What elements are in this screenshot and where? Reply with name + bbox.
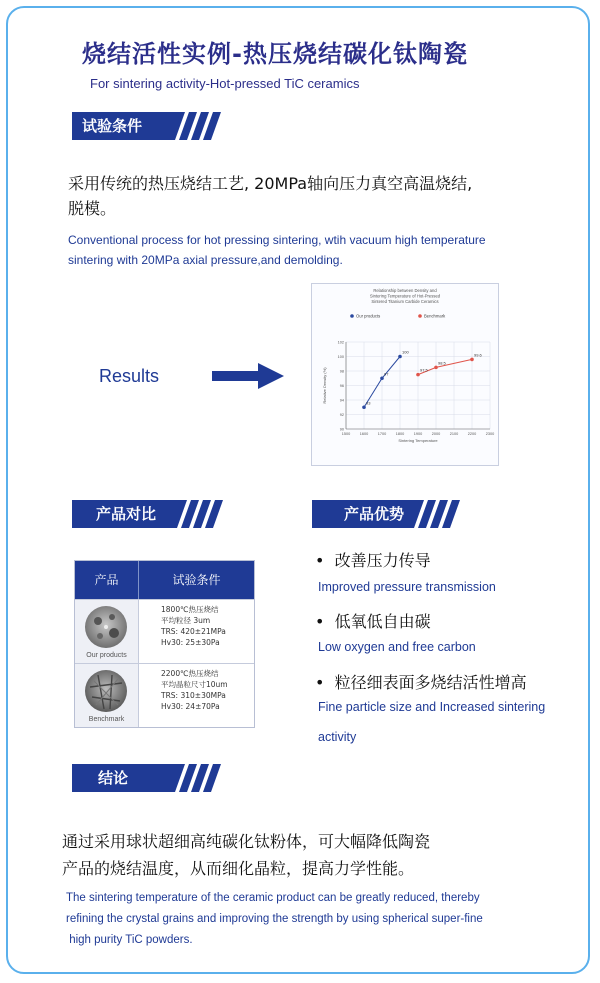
conclusion-text-cn [62, 828, 430, 882]
data-label: 97.5 [420, 367, 428, 373]
advantage-item [315, 548, 431, 571]
advantage-desc: activity [318, 730, 357, 744]
stripes-icon [171, 764, 227, 792]
x-tick-label: 2000 [431, 432, 441, 436]
section-title: 结论 [98, 769, 129, 787]
y-tick-label: 90 [339, 427, 344, 432]
conclusion-en-line: high purity TiC powders. [66, 934, 193, 946]
data-point [380, 376, 384, 380]
data-label: 93 [366, 400, 371, 406]
condition-line: Hv30: 24±70Pa [161, 702, 220, 711]
conditions-text-en [68, 230, 548, 270]
page-title: 烧结活性实例-热压烧结碳化钛陶瓷 [82, 40, 468, 68]
x-tick-label: 2100 [449, 432, 459, 436]
bullet-icon: • [315, 612, 335, 631]
conclusion-cn-line: 产品的烧结温度，从而细化晶粒，提高力学性能。 [62, 859, 415, 878]
advantage-desc: Fine particle size and Increased sintering [318, 700, 546, 714]
data-point [434, 366, 438, 370]
results-label: Results [99, 366, 160, 386]
condition-line: Hv30: 25±30Pa [161, 638, 220, 647]
chart-title-line: Sintering Temperature of Hot-Pressed [369, 293, 441, 299]
conditions-text-cn [68, 171, 472, 221]
data-point [362, 405, 366, 409]
section-header-conditions [72, 112, 227, 140]
x-tick-label: 2200 [467, 432, 477, 436]
microstructure-image [84, 603, 128, 651]
conditions-cn-line: 采用传统的热压烧结工艺, 20MPa轴向压力真空高温烧结, [68, 174, 473, 193]
advantage-title: 低氧低自由碳 [334, 612, 431, 631]
condition-line: TRS: 420±21MPa [161, 627, 226, 636]
conclusion-en-line: refining the crystal grains and improving the strength by using spherical super-fine [66, 913, 483, 925]
condition-line: 平均晶粒尺寸10um [161, 680, 228, 689]
data-label: 99.6 [474, 352, 482, 358]
arrow-right-icon [212, 362, 284, 390]
legend-marker [350, 314, 354, 318]
bullet-icon: • [315, 673, 335, 692]
conditions-en-line: Conventional process for hot pressing sintering, wtih vacuum high temperature [68, 233, 486, 247]
stripes-icon [171, 112, 227, 140]
stripes-icon [173, 500, 229, 528]
conditions-en-line: sintering with 20MPa axial pressure,and demolding. [68, 253, 343, 267]
section-title: 产品优势 [344, 505, 405, 523]
table-row-our-products [75, 599, 138, 663]
chart-grid [346, 342, 490, 429]
x-tick-label: 1800 [395, 432, 405, 436]
condition-line: 平均粒径 3um [161, 616, 211, 625]
y-tick-label: 92 [339, 412, 344, 417]
density-chart [311, 283, 499, 466]
section-header-comparison [72, 500, 229, 528]
x-tick-label: 1500 [341, 432, 351, 436]
data-point [416, 373, 420, 377]
condition-line: 1800℃热压烧结 [161, 605, 219, 614]
section-header-advantages [312, 500, 466, 528]
x-tick-label: 2300 [485, 432, 495, 436]
table-row-benchmark [75, 663, 138, 727]
x-axis-label: Sintering Temperature [398, 438, 438, 443]
chart-title [370, 288, 441, 304]
chart-legend [350, 314, 446, 319]
data-label: 98.5 [438, 360, 446, 366]
x-tick-label: 1700 [377, 432, 387, 436]
section-title: 试验条件 [82, 117, 143, 135]
advantage-title: 粒径细表面多烧结活性增高 [334, 673, 527, 692]
table-header-product: 产品 [75, 561, 138, 599]
data-label: 97 [384, 371, 389, 377]
condition-line: TRS: 310±30MPa [161, 691, 226, 700]
stripes-icon [410, 500, 466, 528]
conclusion-cn-line: 通过采用球状超细高纯碳化钛粉体，可大幅降低陶瓷 [62, 832, 431, 851]
advantage-item [315, 609, 431, 632]
chart-axes [322, 340, 494, 443]
advantage-item [315, 670, 527, 693]
chart-title-line: Relationship between Density and [373, 288, 437, 293]
y-axis-label: Relative Density (%) [322, 367, 327, 404]
section-header-conclusion [72, 764, 227, 792]
x-tick-label: 1900 [413, 432, 423, 436]
y-tick-label: 100 [337, 354, 344, 359]
advantage-title: 改善压力传导 [334, 551, 431, 570]
table-cell-conditions [138, 599, 254, 663]
sample-label: Our products [86, 652, 127, 659]
y-tick-label: 102 [337, 340, 344, 345]
y-tick-label: 98 [339, 369, 344, 374]
data-label: 100 [402, 349, 409, 355]
comparison-table [74, 560, 255, 728]
data-point [470, 358, 474, 362]
chart-title-line: Sintered Titanium Carbide Ceramics [371, 299, 439, 304]
conditions-cn-line: 脱模。 [68, 199, 117, 218]
legend-marker [418, 314, 422, 318]
section-title: 产品对比 [96, 505, 157, 523]
table-cell-conditions [138, 663, 254, 727]
condition-line: 2200℃热压烧结 [161, 669, 219, 678]
page-subtitle: For sintering activity-Hot-pressed TiC ceramics [90, 76, 360, 91]
y-tick-label: 94 [339, 398, 344, 403]
microstructure-image [84, 667, 128, 715]
conclusion-text-en [66, 888, 483, 951]
y-tick-label: 96 [339, 383, 344, 388]
x-tick-label: 1600 [359, 432, 369, 436]
data-point [398, 355, 402, 359]
advantage-desc: Low oxygen and free carbon [318, 640, 476, 654]
legend-label: Our products [356, 313, 381, 319]
chart-svg [312, 284, 498, 465]
table-header-conditions: 试验条件 [138, 561, 254, 599]
conclusion-en-line: The sintering temperature of the ceramic product can be greatly reduced, thereby [66, 892, 480, 904]
legend-label: Benchmark [424, 313, 446, 319]
bullet-icon: • [315, 551, 335, 570]
advantage-desc: Improved pressure transmission [318, 580, 496, 594]
sample-label: Benchmark [88, 716, 125, 723]
